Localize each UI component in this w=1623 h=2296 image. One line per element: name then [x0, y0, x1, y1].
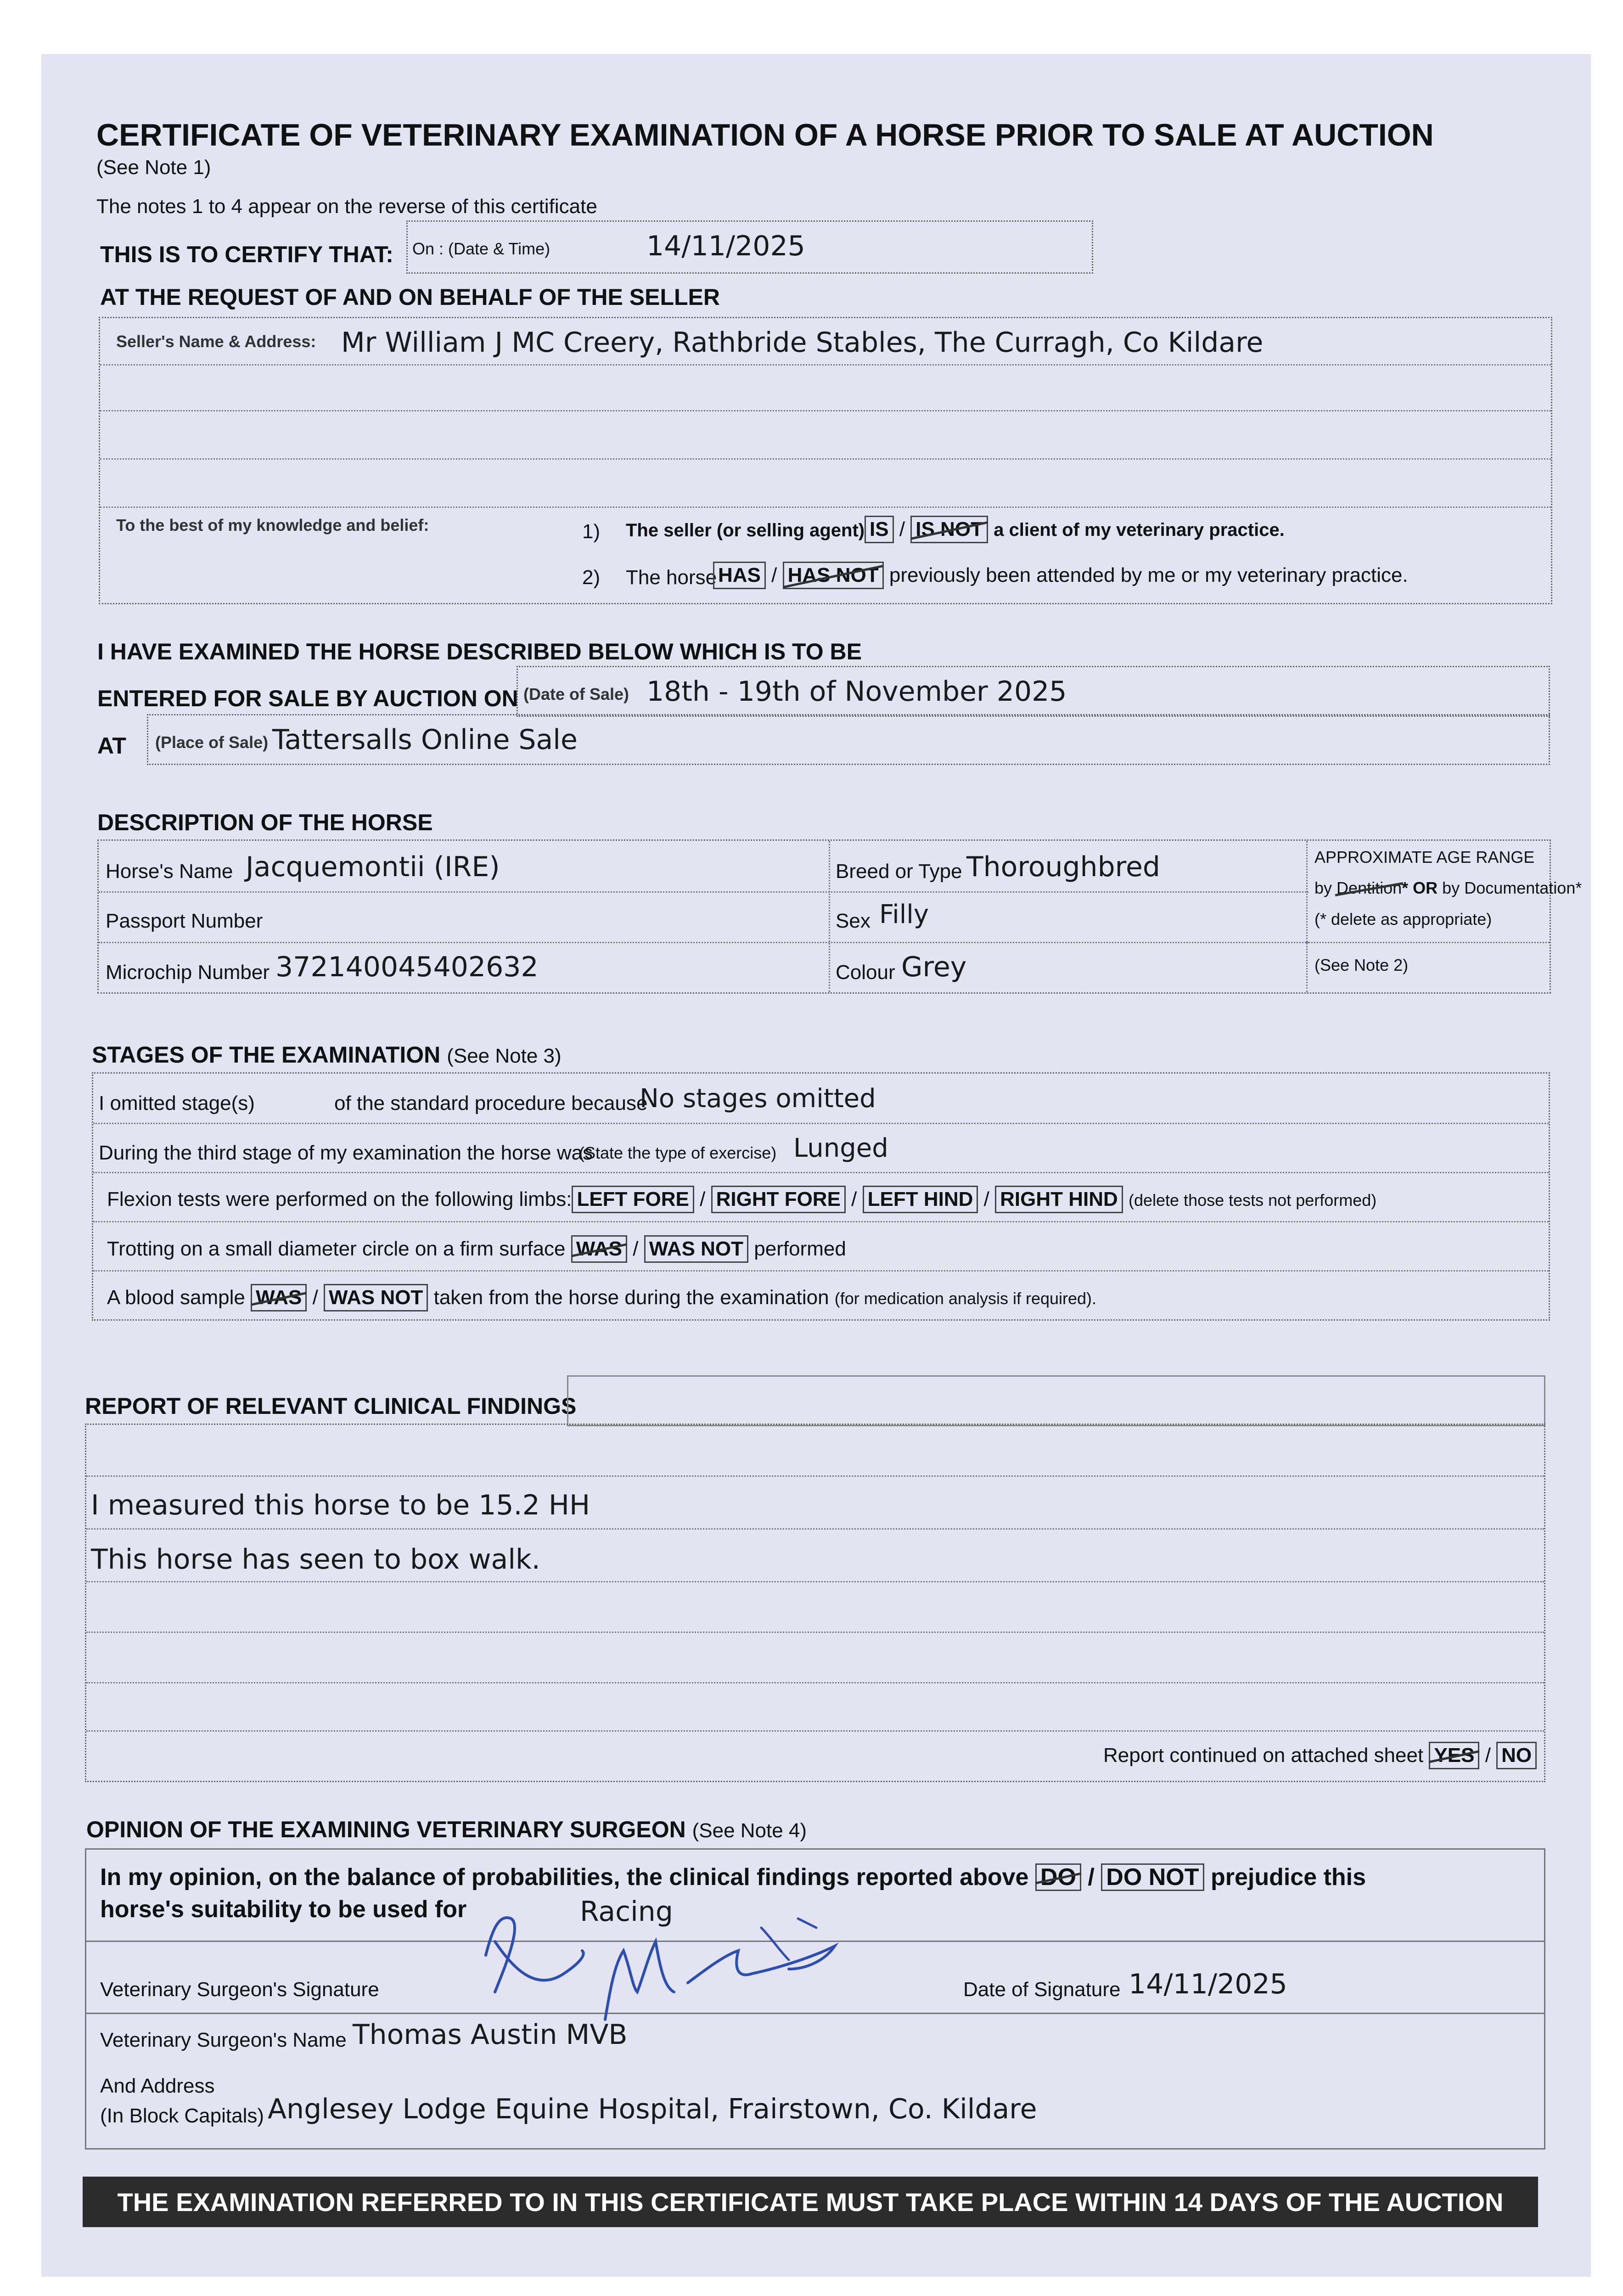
- age-by: by: [1314, 878, 1332, 897]
- stages-heading-text: STAGES OF THE EXAMINATION: [92, 1042, 441, 1068]
- left-fore-option[interactable]: LEFT FORE: [572, 1186, 694, 1213]
- horse-name-value[interactable]: Jacquemontii (IRE): [246, 851, 500, 883]
- trot-text-a: Trotting on a small diameter circle on a firm surface: [107, 1238, 566, 1260]
- item1-choices: [865, 516, 1285, 543]
- age-documentation[interactable]: by Documentation*: [1442, 878, 1582, 897]
- flexion-text-b: (delete those tests not performed): [1128, 1191, 1377, 1210]
- signature-scribble: [467, 1900, 881, 2024]
- description-heading: DESCRIPTION OF THE HORSE: [97, 810, 433, 835]
- colour-value[interactable]: Grey: [901, 951, 967, 983]
- opinion-line-1: [100, 1863, 1366, 1891]
- sale-date-field[interactable]: [517, 666, 1550, 717]
- blood-was-not-option[interactable]: WAS NOT: [324, 1284, 428, 1311]
- vet-name-label: Veterinary Surgeon's Name: [100, 2029, 347, 2051]
- date-signature-value[interactable]: 14/11/2025: [1129, 1968, 1287, 2000]
- opinion-text-b: prejudice this: [1210, 1864, 1366, 1891]
- third-stage-text-b: (State the type of exercise): [579, 1143, 777, 1162]
- report-continued-label: Report continued on attached sheet: [1103, 1744, 1424, 1767]
- right-fore-option[interactable]: RIGHT FORE: [711, 1186, 846, 1213]
- age-dentition[interactable]: Dentition: [1337, 878, 1402, 897]
- opinion-text-c: horse's suitability to be used for: [100, 1896, 467, 1923]
- stages-heading-note: (See Note 3): [447, 1045, 562, 1067]
- opinion-do-not-option[interactable]: DO NOT: [1101, 1863, 1204, 1891]
- report-continued-row: [1103, 1742, 1537, 1769]
- age-see-note: (See Note 2): [1314, 956, 1409, 974]
- microchip-value[interactable]: 372140045402632: [275, 951, 539, 983]
- date-time-value: 14/11/2025: [646, 230, 805, 262]
- date-signature-label: Date of Signature: [963, 1978, 1121, 2001]
- trot-text-b: performed: [754, 1238, 846, 1260]
- trot-row: [107, 1235, 846, 1263]
- age-or: * OR: [1402, 878, 1438, 897]
- item2-choices: [713, 562, 1408, 589]
- age-heading: APPROXIMATE AGE RANGE: [1314, 848, 1535, 867]
- omitted-text-a: I omitted stage(s): [99, 1092, 255, 1114]
- seller-label: Seller's Name & Address:: [116, 332, 316, 351]
- opinion-separator: /: [1088, 1864, 1095, 1891]
- flexion-sep-2: /: [851, 1188, 857, 1210]
- report-heading: REPORT OF RELEVANT CLINICAL FINDINGS: [85, 1393, 577, 1419]
- date-time-field[interactable]: [406, 220, 1093, 274]
- item2-separator: /: [771, 564, 777, 586]
- report-separator: /: [1485, 1744, 1491, 1767]
- entered-line: ENTERED FOR SALE BY AUCTION ON: [97, 686, 518, 711]
- certify-label: THIS IS TO CERTIFY THAT:: [100, 242, 393, 267]
- blood-text-b: taken from the horse during the examination: [433, 1286, 829, 1309]
- flexion-sep-1: /: [700, 1188, 706, 1210]
- at-label: AT: [97, 733, 126, 759]
- trot-was-not-option[interactable]: WAS NOT: [644, 1235, 748, 1263]
- item1-number: 1): [582, 520, 601, 543]
- request-line: AT THE REQUEST OF AND ON BEHALF OF THE SELLER: [100, 284, 720, 310]
- sale-place-field[interactable]: [147, 714, 1550, 765]
- item2-text-a: The horse: [626, 566, 717, 589]
- stages-table: [92, 1072, 1550, 1321]
- opinion-do-option[interactable]: DO: [1035, 1863, 1081, 1891]
- opinion-heading-text: OPINION OF THE EXAMINING VETERINARY SURGEON: [86, 1817, 686, 1842]
- report-no-option[interactable]: NO: [1496, 1742, 1537, 1769]
- right-hind-option[interactable]: RIGHT HIND: [995, 1186, 1123, 1213]
- sex-label: Sex: [836, 910, 870, 932]
- breed-label: Breed or Type: [836, 860, 962, 883]
- opinion-text-a: In my opinion, on the balance of probabilities, the clinical findings reported above: [100, 1864, 1029, 1891]
- left-hind-option[interactable]: LEFT HIND: [863, 1186, 978, 1213]
- opinion-heading: [86, 1816, 807, 1843]
- omitted-text-b: of the standard procedure because: [334, 1092, 648, 1114]
- report-line-1: I measured this horse to be 15.2 HH: [91, 1489, 590, 1521]
- examined-line: I HAVE EXAMINED THE HORSE DESCRIBED BELOW WHICH IS TO BE: [97, 639, 862, 664]
- third-stage-value[interactable]: Lunged: [793, 1133, 888, 1163]
- item1-text-a: The seller (or selling agent): [626, 520, 865, 540]
- address-label-b: (In Block Capitals): [100, 2105, 264, 2127]
- microchip-label: Microchip Number: [106, 961, 270, 984]
- item2-text-b: previously been attended by me or my veterinary practice.: [889, 564, 1408, 586]
- blood-separator: /: [312, 1286, 318, 1309]
- notes-line: The notes 1 to 4 appear on the reverse of this certificate: [96, 195, 597, 218]
- opinion-heading-note: (See Note 4): [692, 1819, 807, 1842]
- vet-name-value[interactable]: Thomas Austin MVB: [353, 2019, 628, 2051]
- third-stage-text-a: During the third stage of my examination the horse was: [99, 1142, 593, 1164]
- sale-place-label: (Place of Sale): [155, 733, 269, 752]
- trot-separator: /: [633, 1238, 639, 1260]
- sale-place-value: Tattersalls Online Sale: [272, 724, 578, 756]
- report-body[interactable]: [85, 1424, 1545, 1782]
- flexion-text-a: Flexion tests were performed on the following limbs:: [107, 1188, 572, 1210]
- colour-label: Colour: [836, 961, 895, 984]
- age-delete-note: (* delete as appropriate): [1314, 910, 1492, 929]
- blood-was-option[interactable]: WAS: [251, 1284, 307, 1311]
- sex-value[interactable]: Filly: [879, 900, 929, 929]
- breed-value[interactable]: Thoroughbred: [966, 851, 1161, 883]
- is-not-option[interactable]: IS NOT: [910, 516, 988, 543]
- see-note-1: (See Note 1): [96, 156, 211, 179]
- report-yes-option[interactable]: YES: [1429, 1742, 1479, 1769]
- sale-date-value: 18th - 19th of November 2025: [646, 675, 1067, 708]
- address-label-a: And Address: [100, 2075, 215, 2097]
- seller-block: [99, 317, 1552, 604]
- address-value[interactable]: Anglesey Lodge Equine Hospital, Frairstown, Co. Kildare: [268, 2093, 1037, 2125]
- horse-name-label: Horse's Name: [106, 860, 233, 883]
- omitted-value[interactable]: No stages omitted: [640, 1084, 876, 1114]
- has-not-option[interactable]: HAS NOT: [783, 562, 884, 589]
- seller-value[interactable]: Mr William J MC Creery, Rathbride Stables, The Curragh, Co Kildare: [341, 326, 1264, 359]
- description-table: [97, 839, 1582, 994]
- has-option[interactable]: HAS: [713, 562, 766, 589]
- opinion-block: [85, 1848, 1545, 2150]
- blood-text-c: (for medication analysis if required).: [834, 1289, 1097, 1308]
- stages-heading: [92, 1041, 562, 1068]
- is-option[interactable]: IS: [865, 516, 894, 543]
- date-time-label: On : (Date & Time): [412, 239, 550, 258]
- trot-was-option[interactable]: WAS: [571, 1235, 627, 1263]
- certificate-title: CERTIFICATE OF VETERINARY EXAMINATION OF A HORSE PRIOR TO SALE AT AUCTION: [96, 118, 1434, 152]
- report-heading-box: [567, 1375, 1545, 1426]
- flexion-row: [107, 1186, 1376, 1213]
- flexion-sep-3: /: [983, 1188, 989, 1210]
- item2-number: 2): [582, 566, 601, 589]
- sale-date-label: (Date of Sale): [523, 685, 629, 703]
- blood-text-a: A blood sample: [107, 1286, 245, 1309]
- knowledge-label: To the best of my knowledge and belief:: [116, 516, 429, 535]
- blood-row: [107, 1284, 1096, 1311]
- passport-label: Passport Number: [106, 910, 263, 932]
- item1-separator: /: [899, 518, 905, 540]
- age-method: [1314, 878, 1582, 898]
- opinion-use-value[interactable]: Racing: [580, 1896, 673, 1928]
- signature-label: Veterinary Surgeon's Signature: [100, 1978, 379, 2001]
- item1-text-b: a client of my veterinary practice.: [994, 520, 1285, 540]
- report-line-2: This horse has seen to box walk.: [91, 1543, 540, 1576]
- footer-banner: THE EXAMINATION REFERRED TO IN THIS CERTIFICATE MUST TAKE PLACE WITHIN 14 DAYS OF THE AUCTION: [83, 2177, 1538, 2227]
